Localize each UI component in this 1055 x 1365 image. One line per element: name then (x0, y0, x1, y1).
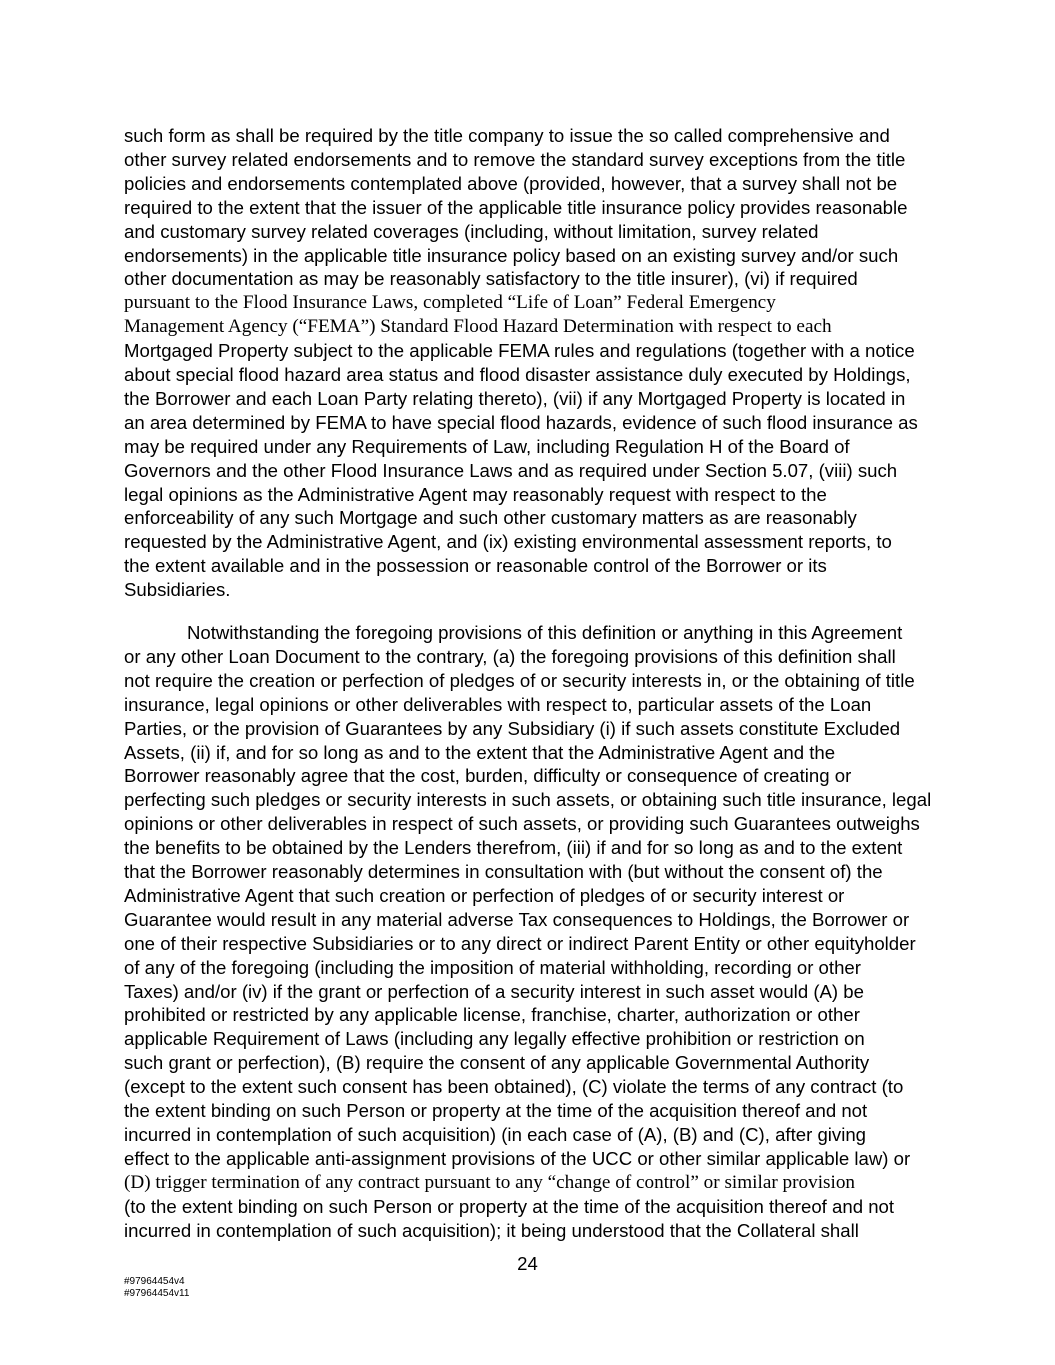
text-line: requested by the Administrative Agent, and (ix) existing environmental assessment reports, to (124, 531, 892, 553)
text-line: Taxes) and/or (iv) if the grant or perfection of a security interest in such asset would (A) be (124, 980, 864, 1002)
text-line: or any other Loan Document to the contrary, (a) the foregoing provisions of this definition shall (124, 645, 896, 667)
text-line: (to the extent binding on such Person or property at the time of the acquisition thereof and not (124, 1195, 895, 1217)
text-line: incurred in contemplation of such acquisition) (in each case of (A), (B) and (C), after giving (124, 1123, 867, 1145)
text-line: (D) trigger termination of any contract pursuant to any “change of control” or similar provision (124, 1171, 856, 1193)
text-line: endorsements) in the applicable title insurance policy based on an existing survey and/or such (124, 244, 899, 266)
text-line: pursuant to the Flood Insurance Laws, completed “Life of Loan” Federal Emergency (124, 292, 776, 314)
text-line: Parties, or the provision of Guarantees by any Subsidiary (i) if such assets constitute Excluded (124, 717, 901, 739)
text-line: other documentation as may be reasonably satisfactory to the title insurer), (vi) if required (124, 268, 858, 290)
text-line: that the Borrower reasonably determines in consultation with (but without the consent of) the (124, 861, 883, 882)
text-line: Subsidiaries. (124, 579, 231, 601)
text-line: may be required under any Requirements of Law, including Regulation H of the Board of (124, 435, 850, 457)
text-line: such form as shall be required by the title company to issue the so called comprehensive and (124, 125, 890, 146)
text-line: Notwithstanding the foregoing provisions of this definition or anything in this Agreement (187, 622, 903, 643)
text-line: legal opinions as the Administrative Agent may reasonably request with respect to the (124, 483, 827, 505)
text-line: Borrower reasonably agree that the cost, burden, difficulty or consequence of creating or (124, 765, 852, 787)
text-line: enforceability of any such Mortgage and such other customary matters as are reasonably (124, 507, 857, 529)
text-line: other survey related endorsements and to remove the standard survey exceptions from the title (124, 148, 906, 170)
text-line: such grant or perfection), (B) require the consent of any applicable Governmental Authority (124, 1052, 870, 1074)
text-line: the Borrower and each Loan Party relating thereto), (vii) if any Mortgaged Property is located in (124, 387, 906, 409)
text-line: Mortgaged Property subject to the applicable FEMA rules and regulations (together with a notice (124, 340, 915, 362)
text-line: the extent available and in the possession or reasonable control of the Borrower or its (124, 555, 827, 577)
text-line: opinions or other deliverables in respect of such assets, or providing such Guarantees outweighs (124, 813, 920, 835)
text-line: policies and endorsements contemplated above (provided, however, that a survey shall not be (124, 172, 898, 194)
text-line: applicable Requirement of Laws (including any legally effective prohibition or restriction on (124, 1028, 865, 1050)
text-line: perfecting such pledges or security interests in such assets, or obtaining such title insurance, legal (124, 789, 932, 811)
text-line: one of their respective Subsidiaries or to any direct or indirect Parent Entity or other equityholder (124, 932, 916, 954)
text-line: the extent binding on such Person or property at the time of the acquisition thereof and not (124, 1100, 868, 1121)
text-line: Guarantee would result in any material adverse Tax consequences to Holdings, the Borrower or (124, 908, 910, 930)
text-line: effect to the applicable anti-assignment provisions of the UCC or other similar applicable law) or (124, 1147, 911, 1169)
text-line: the benefits to be obtained by the Lenders therefrom, (iii) if and for so long as and to the extent (124, 837, 903, 859)
document-id: #97964454v11 (124, 1288, 190, 1299)
text-line: required to the extent that the issuer of the applicable title insurance policy provides reasonable (124, 196, 908, 218)
text-line: (except to the extent such consent has been obtained), (C) violate the terms of any contract (to (124, 1076, 904, 1098)
text-line: and customary survey related coverages (including, without limitation, survey related (124, 220, 819, 242)
text-line: about special flood hazard area status and flood disaster assistance duly executed by Holdings, (124, 364, 911, 385)
text-line: insurance, legal opinions or other deliverables with respect to, particular assets of the Loan (124, 693, 872, 715)
text-line: of any of the foregoing (including the imposition of material withholding, recording or other (124, 956, 861, 978)
text-line: not require the creation or perfection of pledges of or security interests in, or the obtaining of title (124, 669, 915, 691)
text-line: incurred in contemplation of such acquisition); it being understood that the Collateral shall (124, 1219, 859, 1241)
text-line: Management Agency (“FEMA”) Standard Flood Hazard Determination with respect to each (124, 316, 832, 338)
document-id: #97964454v4 (124, 1276, 185, 1287)
text-line: Administrative Agent that such creation or perfection of pledges of or security interest or (124, 884, 845, 906)
text-line: Governors and the other Flood Insurance Laws and as required under Section 5.07, (viii) such (124, 459, 898, 481)
text-line: Assets, (ii) if, and for so long as and to the extent that the Administrative Agent and the (124, 741, 836, 763)
text-line: an area determined by FEMA to have special flood hazards, evidence of such flood insurance as (124, 411, 918, 433)
text-line: prohibited or restricted by any applicable license, franchise, charter, authorization or other (124, 1004, 860, 1026)
page-number: 24 (517, 1253, 538, 1274)
